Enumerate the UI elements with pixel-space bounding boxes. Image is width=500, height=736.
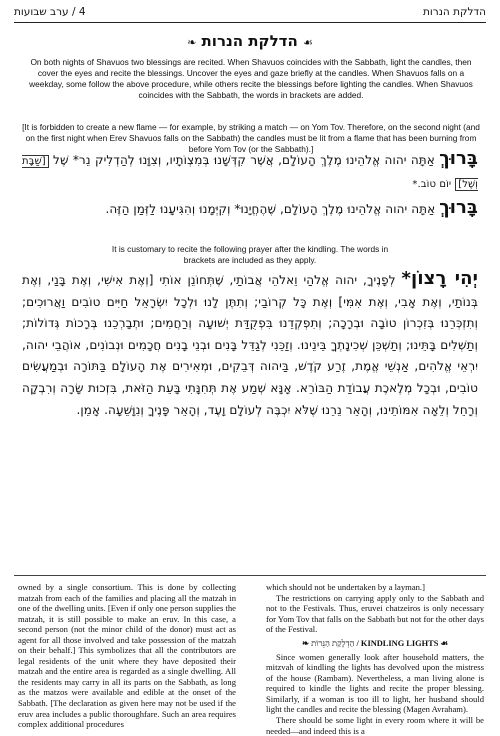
commentary-rule [14,575,486,576]
heading-english: / KINDLING LIGHTS [356,638,439,648]
kindling-note: [It is forbidden to create a new flame — for example, by striking a match — on Yom Tov. Therefore, on the second night (and on the first night when Erev Shavuos falls on the Sabbath) the candles must be lit from a flame that has been burning from before Yom Tov (or the Sabbath).] [22,122,480,154]
kindling-lights-heading [266,637,484,651]
commentary-left-text: owned by a single consortium. This is done by collecting matzah from each of the families and placing all the matzah in one of the dwelling units. [Even if only one person supplies the matzah, it is still possible to make an eruv. In this case, a second person (not the minor child of the donor) must act as agent for all those involved and take possession of the matzah on their behalf.] This symbolizes that all the contributors are legal residents of the unit where they have deposited their matzah and the entire area is regarded as a single dwelling. All the residents may carry in all its parts on the Sabbath, as long as the matzos were available and edible at the onset of the Sabbath. [The declaration as given here may not be used if the eruv area includes a public thoroughfare. Such an area requires complex additional procedures [18,582,236,730]
title-ornament-left: ❧ [187,36,197,49]
intro-instructions: On both nights of Shavuos two blessings are recited. When Shavuos coincides with the Sabbath, light the candles, then cover the eyes and recite the blessings. Uncover the eyes and gaze briefly at the candles. When Shavuos falls on a weekday, some follow the above procedure, while others recite the blessings before lighting the candles. When Shavuos coincides with the Sabbath, the words in brackets are added. [29,57,473,100]
commentary-right-p1: which should not be undertaken by a layman.] [266,582,425,592]
title-text: הדלקת הנרות [201,32,298,50]
blessing-1-end: יוֹם טוֹב.* [412,178,452,190]
commentary-right-p4: There should be some light in every room where it will be needed—and indeed this is a [266,715,484,736]
title-ornament-right: ☙ [303,36,313,49]
section-title [0,32,500,50]
blessing-1-text: אַתָּה יהוה אֱלֹהֵינוּ מֶלֶךְ הָעוֹלָם, אֲשֶׁר קִדְּשָׁנוּ בְּמִצְוֹתָיו, וְצִוָּנוּ לְהַדְלִיק נֵר* שֶׁל [53,153,435,167]
header-rule [14,22,486,23]
blessing-2-text: אַתָּה יהוה אֱלֹהֵינוּ מֶלֶךְ הָעוֹלָם, שֶׁהֶחֱיָנוּ* וְקִיְּמָנוּ וְהִגִּיעָנוּ לַזְּמַן הַזֶּה. [105,202,436,216]
blessing-2-lead-word: בָּרוּךְ [439,197,478,218]
running-title-text: ערב שבועות [14,6,69,18]
commentary-right-p2: The restrictions on carrying apply only to the Sabbath and not to the Festivals. Thus, eruvei chatzeiros is only necessary for Yom Tov that falls on the Sabbath but not for the other days of the Festival. [266,592,484,635]
heading-ornament-right: ☙ [440,638,449,648]
blessing-1-bracket: [שַׁבָּת וְשֶׁל] [22,156,478,190]
prayer-instructions: It is customary to recite the following prayer after the kindling. The words in brackets are included as they apply. [111,244,389,265]
commentary-right-p3: Since women generally look after household matters, the mitzvah of kindling the lights has devolved upon the mistress of the house (Rambam). Nevertheless, a man living alone is required to kindle the lights and recite the proper blessing. Similarly, if a woman is too ill to light, her husband should light the candles and recite the blessing (Magen Avraham). [266,651,484,715]
heading-ornament-left: ❧ [301,638,309,648]
blessing-1 [22,148,478,195]
blessing-2 [22,197,478,221]
page-number: 4 [78,6,86,18]
running-title-right: הדלקת הנרות [423,6,486,18]
prayer-text: לְפָנֶיךָ, יהוה אֱלֹהַי וֵאלֹהֵי אֲבוֹתַי, שֶׁתְּחוֹנֵן אוֹתִי [וְאֶת אִישִׁי, וְאֶת בָּנַי, וְאֶת בְּנוֹתַי, וְאֶת אָבִי, וְאֶת אִמִּי] וְאֶת כָּל קְרוֹבַי; וְתִתֶּן לָנוּ וּלְכָל יִשְׂרָאֵל חַיִּים טוֹבִים וַאֲרוּכִים; וְתִזְכְּרֵנוּ בְּזִכְרוֹן טוֹבָה וּבְרָכָה; וְתִפְקְדֵנוּ בִּפְקֻדַּת יְשׁוּעָה וְרַחֲמִים; וּתְבָרְכֵנוּ בְּרָכוֹת גְּדוֹלוֹת; וְתַשְׁלִים בָּתֵּינוּ; וְתַשְׁכֵּן שְׁכִינָתְךָ בֵּינֵינוּ. וְזַכֵּנִי לְגַדֵּל בָּנִים וּבְנֵי בָנִים חֲכָמִים וּנְבוֹנִים, אוֹהֲבֵי יהוה, יִרְאֵי אֱלֹהִים, אַנְשֵׁי אֱמֶת, זֶרַע קֹדֶשׁ, בַּיהוה דְּבֵקִים, וּמְאִירִים אֶת הָעוֹלָם בַּתּוֹרָה וּבְמַעֲשִׂים טוֹבִים, וּבְכָל מְלֶאכֶת עֲבוֹדַת הַבּוֹרֵא. אָנָּא שְׁמַע אֶת תְּחִנָּתִי בָּעֵת הַזֹּאת, בִּזְכוּת שָׂרָה וְרִבְקָה וְרָחֵל וְלֵאָה אִמּוֹתֵינוּ, וְהָאֵר נֵרֵנוּ שֶׁלֹּא יִכְבֶּה לְעוֹלָם וָעֶד, וְהָאֵר פָּנֶיךָ וְנִוָּשֵׁעָה. אָמֵן. [22,273,478,417]
yehi-ratzon-prayer [22,268,478,421]
commentary-left-column [18,582,236,730]
running-title-left: 4 / ערב שבועות [14,6,86,18]
heading-hebrew: הַדְלָקַת הַנֵּרוֹת [311,638,355,648]
commentary-right-column [266,582,484,736]
blessing-1-lead-word: בָּרוּךְ [439,148,478,169]
prayer-lead-words: יְהִי רָצוֹן* [401,268,478,289]
running-header [14,6,486,22]
